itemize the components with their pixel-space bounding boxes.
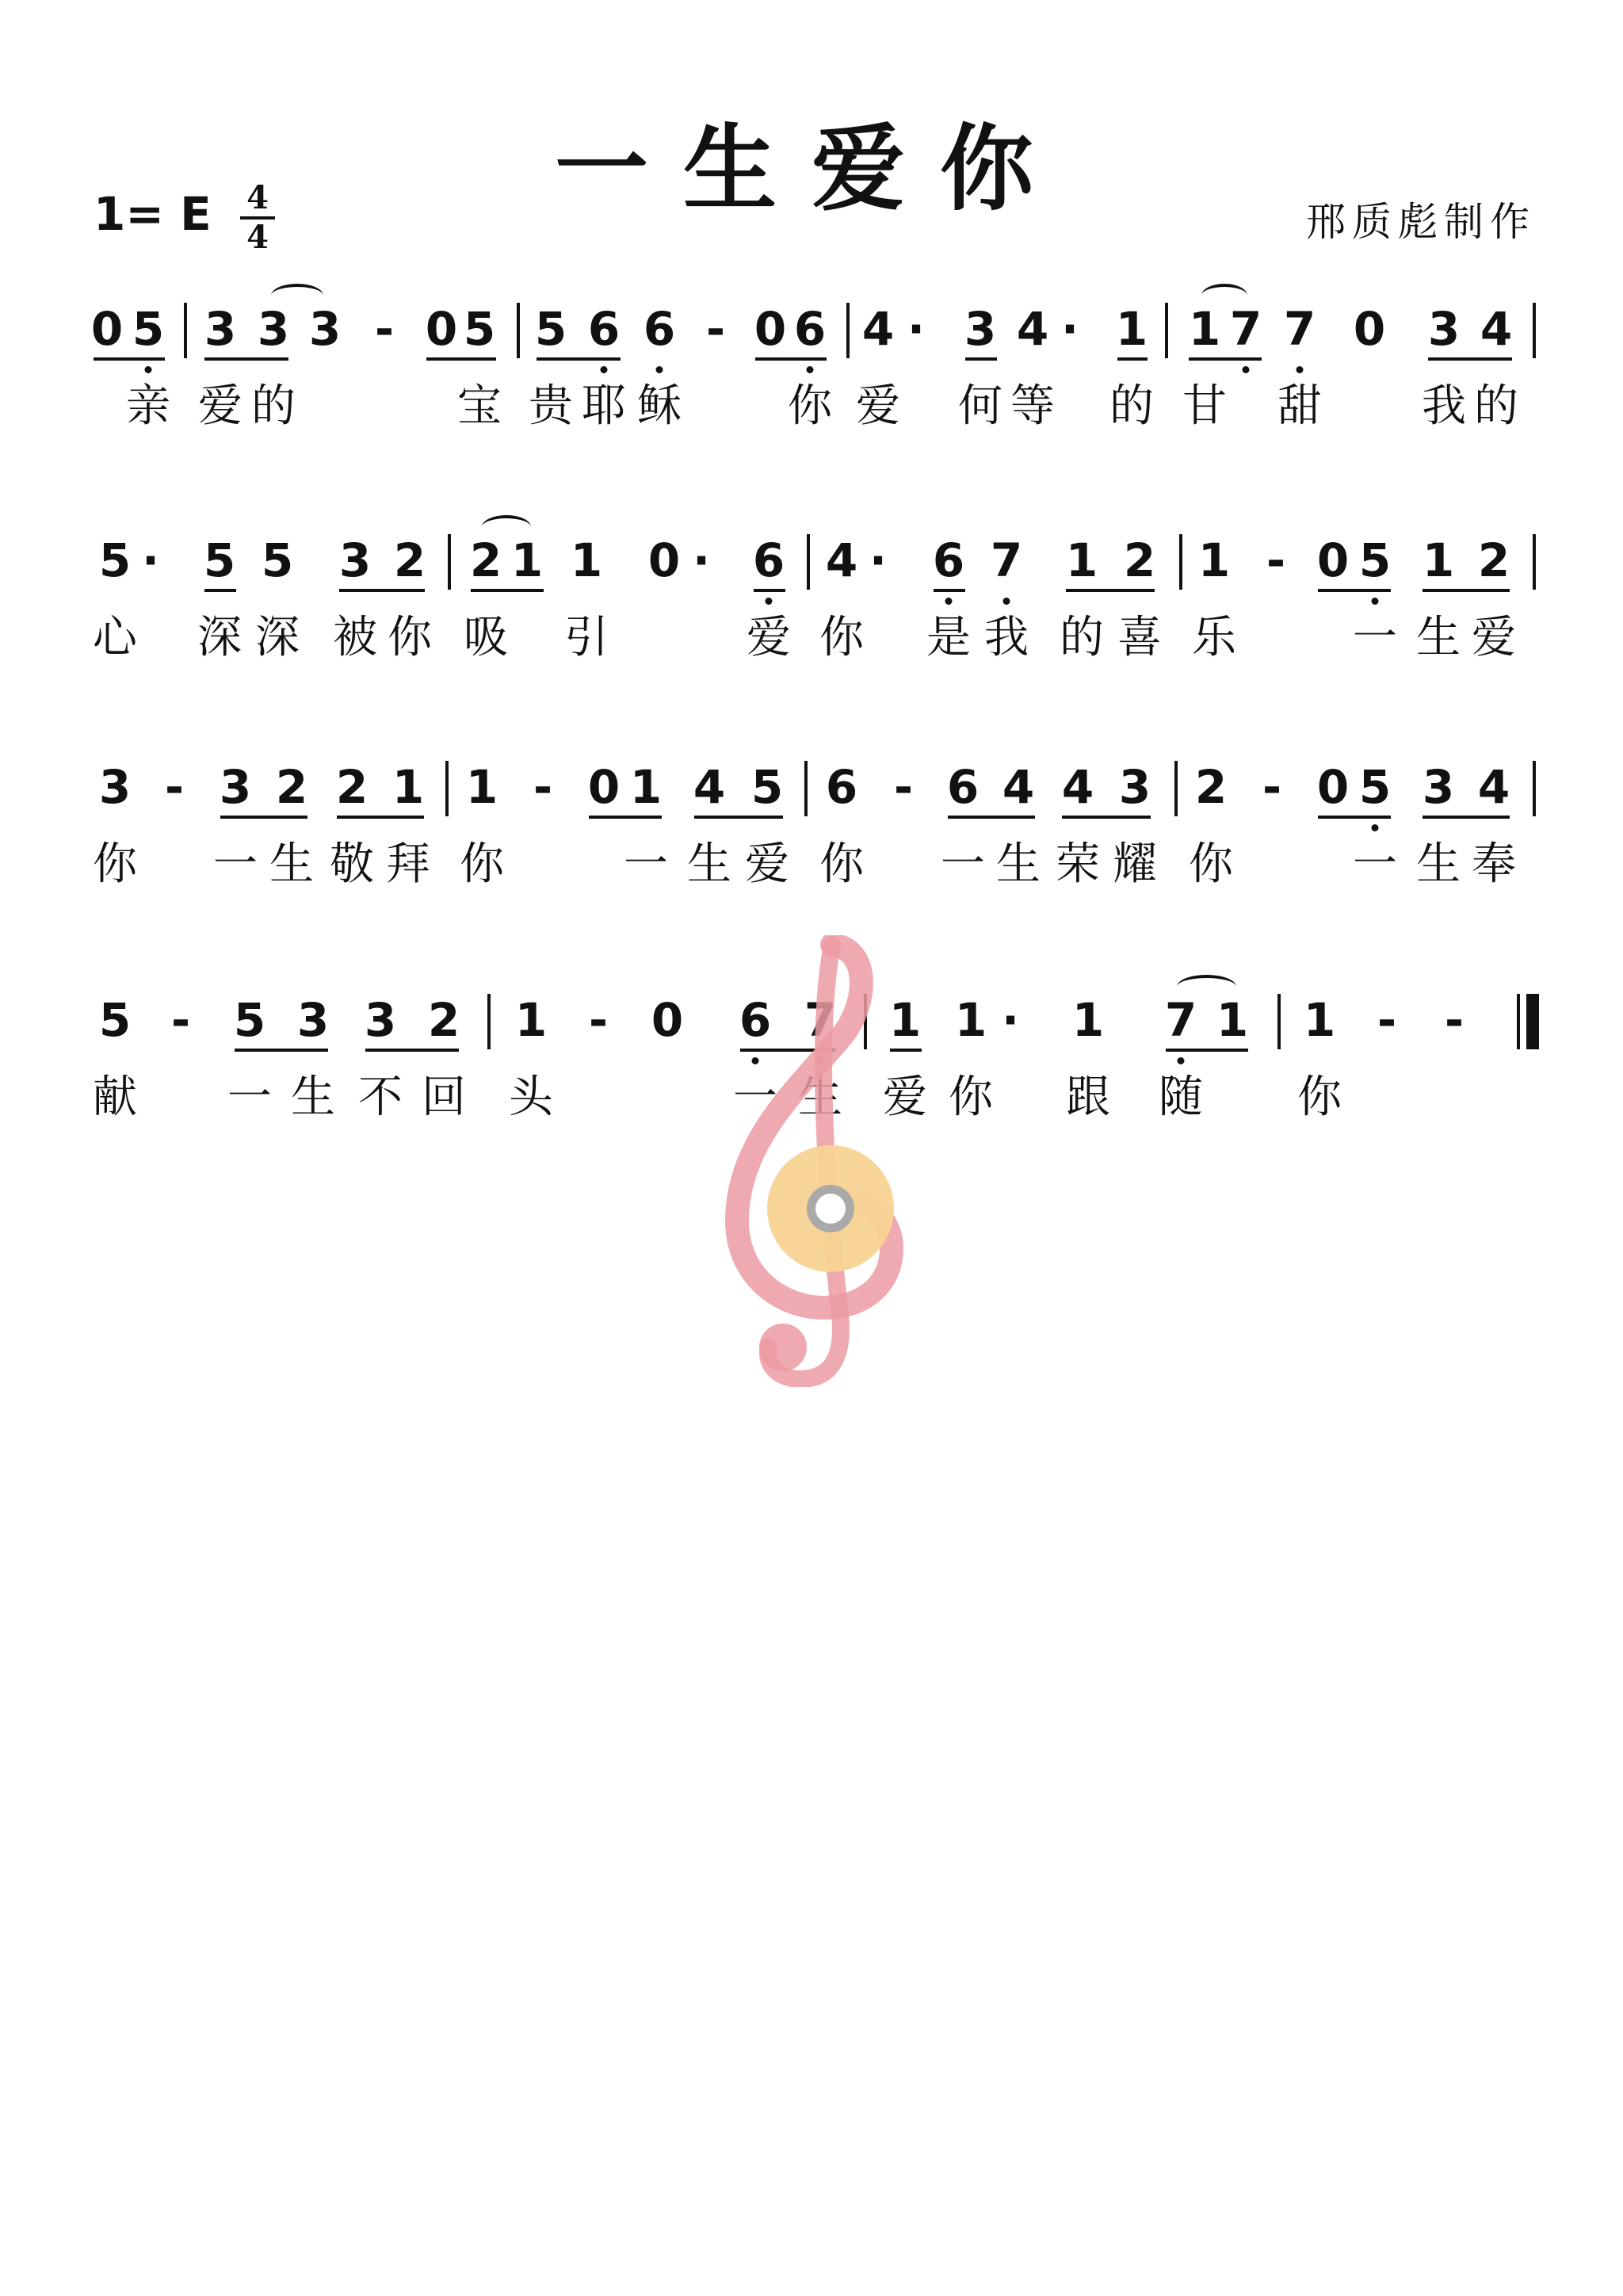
treble-clef-icon — [705, 935, 911, 1387]
beam — [365, 1049, 459, 1052]
note: 2 — [1123, 533, 1156, 587]
lyric: 你 — [388, 612, 432, 663]
low-octave-dot — [807, 366, 814, 373]
lyric: 你 — [788, 380, 832, 432]
note: 2 — [335, 760, 369, 814]
lyric: 荣 — [1056, 839, 1100, 890]
lyric: 亲 — [126, 380, 170, 432]
dash: - — [1377, 993, 1397, 1047]
beam — [1066, 589, 1155, 592]
aug-dot: · — [907, 302, 926, 356]
note: 5 — [534, 302, 567, 356]
lyric: 你 — [1189, 839, 1233, 890]
dash: - — [588, 993, 609, 1047]
note: 1 — [954, 993, 987, 1047]
note: 4 — [1061, 760, 1094, 814]
lyric: 的 — [251, 380, 296, 432]
barline — [1174, 761, 1178, 816]
barline — [807, 534, 810, 590]
low-octave-dot — [601, 366, 608, 373]
lyric: 随 — [1159, 1072, 1203, 1123]
aug-dot: · — [692, 533, 711, 587]
aug-dot: · — [1060, 302, 1079, 356]
beam — [694, 816, 783, 819]
beam — [339, 589, 425, 592]
note: 0 — [1353, 302, 1386, 356]
lyric: 一 — [733, 1072, 777, 1123]
tie — [1177, 975, 1236, 999]
note: 4 — [1002, 760, 1035, 814]
note: 3 — [364, 993, 397, 1047]
lyric: 爱 — [198, 380, 242, 432]
beam — [755, 357, 827, 361]
lyric: 跟 — [1066, 1072, 1110, 1123]
lyric: 乐 — [1192, 612, 1236, 663]
score-system-1 — [0, 301, 1623, 507]
barline — [1165, 303, 1168, 358]
note: 3 — [219, 760, 252, 814]
note: 3 — [296, 993, 330, 1047]
note: 0 — [754, 302, 787, 356]
key-signature: 1= E — [94, 187, 212, 241]
note: 5 — [98, 993, 132, 1047]
note: 4 — [825, 533, 858, 587]
low-octave-dot — [1178, 1057, 1185, 1064]
beam — [1189, 357, 1262, 361]
dash: - — [1444, 993, 1465, 1047]
note: 3 — [1422, 760, 1455, 814]
lyric: 引 — [564, 612, 609, 663]
beam — [1318, 816, 1391, 819]
barline — [1277, 994, 1281, 1049]
lyric: 一 — [227, 1072, 272, 1123]
beam — [235, 1049, 328, 1052]
note: 1 — [1115, 302, 1148, 356]
note: 2 — [393, 533, 426, 587]
final-barline-thick — [1526, 994, 1539, 1049]
note: 0 — [1316, 760, 1350, 814]
barline — [804, 761, 808, 816]
dash: - — [1262, 760, 1282, 814]
dash: - — [1266, 533, 1286, 587]
low-octave-dot — [1243, 366, 1250, 373]
beam — [94, 357, 165, 361]
note: 1 — [510, 533, 544, 587]
note: 6 — [793, 302, 827, 356]
lyric: 心 — [93, 612, 137, 663]
aug-dot: · — [141, 533, 160, 587]
note: 4 — [861, 302, 895, 356]
note: 0 — [90, 302, 124, 356]
barline — [1533, 303, 1536, 358]
lyric: 一 — [941, 839, 985, 890]
note: 6 — [587, 302, 621, 356]
note: 3 — [257, 302, 290, 356]
beam — [589, 816, 662, 819]
low-octave-dot — [1372, 598, 1379, 605]
note: 1 — [465, 760, 498, 814]
lyric: 的 — [1109, 380, 1154, 432]
note: 3 — [338, 533, 372, 587]
note: 2 — [275, 760, 308, 814]
note: 1 — [391, 760, 425, 814]
lyric: 稣 — [637, 380, 682, 432]
low-octave-dot — [656, 366, 663, 373]
song-title: 一生爱你 — [554, 113, 1068, 223]
dash: - — [533, 760, 553, 814]
beam — [471, 589, 544, 592]
time-signature — [240, 179, 275, 256]
barline — [1533, 761, 1536, 816]
beam — [204, 589, 236, 592]
lyric: 爱 — [883, 1072, 927, 1123]
lyric: 你 — [1297, 1072, 1342, 1123]
note: 0 — [647, 533, 681, 587]
lyric: 贵 — [529, 380, 573, 432]
score-system-3 — [0, 759, 1623, 965]
note: 5 — [1358, 760, 1392, 814]
beam — [965, 357, 997, 361]
beam — [948, 816, 1035, 819]
note: 3 — [1118, 760, 1151, 814]
lyric: 甜 — [1277, 380, 1322, 432]
note: 5 — [750, 760, 784, 814]
barline — [184, 303, 187, 358]
note: 5 — [233, 993, 266, 1047]
final-barline-thin — [1517, 994, 1520, 1049]
lyric: 耶 — [582, 380, 626, 432]
lyric: 我 — [1422, 380, 1466, 432]
lyric: 深 — [197, 612, 242, 663]
note: 1 — [570, 533, 603, 587]
lyric: 头 — [509, 1072, 553, 1123]
beam — [337, 816, 424, 819]
lyric: 宝 — [457, 380, 502, 432]
low-octave-dot — [1372, 824, 1379, 831]
note: 1 — [1303, 993, 1336, 1047]
lyric: 你 — [819, 612, 864, 663]
note: 6 — [932, 533, 965, 587]
note: 0 — [587, 760, 621, 814]
note: 3 — [308, 302, 342, 356]
note: 1 — [1197, 533, 1231, 587]
note: 5 — [261, 533, 294, 587]
lyric: 生 — [798, 1072, 842, 1123]
note: 3 — [1427, 302, 1461, 356]
beam — [1062, 816, 1151, 819]
note: 4 — [1477, 760, 1510, 814]
time-sig-top: 4 — [246, 179, 269, 216]
lyric: 爱 — [856, 380, 900, 432]
lyric: 爱 — [1472, 612, 1516, 663]
note: 6 — [643, 302, 676, 356]
note: 6 — [752, 533, 785, 587]
beam — [204, 357, 288, 361]
note: 0 — [651, 993, 684, 1047]
low-octave-dot — [145, 366, 152, 373]
note: 5 — [132, 302, 165, 356]
time-sig-bottom: 4 — [246, 219, 269, 256]
beam — [1117, 357, 1148, 361]
lyric: 耀 — [1113, 839, 1157, 890]
beam — [1428, 357, 1512, 361]
lyric: 生 — [291, 1072, 335, 1123]
lyric: 生 — [996, 839, 1041, 890]
note: 0 — [425, 302, 458, 356]
note: 6 — [946, 760, 980, 814]
beam — [754, 589, 785, 592]
lyric: 奉 — [1472, 839, 1516, 890]
dash: - — [893, 760, 914, 814]
aug-dot: · — [1001, 993, 1020, 1047]
barline — [445, 761, 449, 816]
lyric: 等 — [1010, 380, 1055, 432]
barline — [1179, 534, 1182, 590]
note: 2 — [469, 533, 502, 587]
lyric: 的 — [1060, 612, 1104, 663]
lyric: 你 — [949, 1072, 993, 1123]
lyric: 生 — [269, 839, 314, 890]
note: 0 — [1316, 533, 1350, 587]
lyric: 爱 — [747, 612, 791, 663]
note: 5 — [203, 533, 236, 587]
lyric: 一 — [1353, 612, 1397, 663]
note: 7 — [804, 993, 837, 1047]
beam — [426, 357, 496, 361]
note: 3 — [964, 302, 997, 356]
dash: - — [705, 302, 726, 356]
note: 4 — [1016, 302, 1049, 356]
author-credit: 邢质彪制作 — [1306, 199, 1536, 245]
lyric: 回 — [422, 1072, 466, 1123]
lyric: 的 — [1474, 380, 1518, 432]
note: 2 — [1477, 533, 1510, 587]
low-octave-dot — [945, 598, 953, 605]
barline — [1533, 534, 1536, 590]
note: 7 — [1229, 302, 1262, 356]
beam — [1318, 589, 1391, 592]
note: 7 — [990, 533, 1023, 587]
note: 3 — [98, 760, 132, 814]
note: 2 — [427, 993, 460, 1047]
beam — [1166, 1049, 1248, 1052]
lyric: 敬 — [330, 839, 374, 890]
lyric: 生 — [1416, 612, 1461, 663]
note: 6 — [739, 993, 772, 1047]
barline — [846, 303, 850, 358]
lyric: 你 — [460, 839, 504, 890]
beam — [537, 357, 621, 361]
lyric: 一 — [624, 839, 668, 890]
note: 2 — [1194, 760, 1228, 814]
dash: - — [164, 760, 185, 814]
note: 7 — [1283, 302, 1316, 356]
note: 1 — [1216, 993, 1249, 1047]
tie — [482, 515, 531, 539]
lyric: 爱 — [745, 839, 789, 890]
barline — [517, 303, 520, 358]
note: 4 — [1480, 302, 1513, 356]
aug-dot: · — [869, 533, 888, 587]
low-octave-dot — [1296, 366, 1304, 373]
note: 1 — [1071, 993, 1105, 1047]
lyric: 你 — [93, 839, 137, 890]
lyric: 生 — [1416, 839, 1461, 890]
lyric: 一 — [1353, 839, 1397, 890]
note: 5 — [98, 533, 132, 587]
note: 1 — [629, 760, 663, 814]
beam — [1423, 589, 1510, 592]
low-octave-dot — [1003, 598, 1010, 605]
lyric: 喜 — [1117, 612, 1162, 663]
disc-icon — [767, 1145, 894, 1272]
dash: - — [374, 302, 395, 356]
dash: - — [170, 993, 191, 1047]
barline — [487, 994, 491, 1049]
lyric: 我 — [984, 612, 1029, 663]
note: 5 — [1358, 533, 1392, 587]
score-system-2 — [0, 533, 1623, 739]
lyric: 一 — [213, 839, 258, 890]
note: 1 — [1422, 533, 1455, 587]
lyric: 拜 — [386, 839, 430, 890]
beam — [934, 589, 965, 592]
lyric: 被 — [333, 612, 377, 663]
note: 1 — [1065, 533, 1098, 587]
barline — [448, 534, 451, 590]
note: 6 — [825, 760, 858, 814]
note: 7 — [1164, 993, 1197, 1047]
note: 1 — [1188, 302, 1221, 356]
tie — [1201, 284, 1247, 308]
lyric: 甘 — [1182, 380, 1227, 432]
lyric: 不 — [358, 1072, 403, 1123]
note: 1 — [888, 993, 922, 1047]
lyric: 生 — [687, 839, 731, 890]
lyric: 吸 — [464, 612, 508, 663]
lyric: 是 — [926, 612, 971, 663]
lyric: 献 — [93, 1072, 137, 1123]
note: 3 — [204, 302, 237, 356]
note: 4 — [693, 760, 726, 814]
note: 1 — [514, 993, 548, 1047]
beam — [1423, 816, 1510, 819]
lyric: 何 — [958, 380, 1002, 432]
low-octave-dot — [766, 598, 773, 605]
note: 5 — [463, 302, 496, 356]
lyric: 你 — [819, 839, 864, 890]
beam — [220, 816, 307, 819]
lyric: 深 — [255, 612, 300, 663]
